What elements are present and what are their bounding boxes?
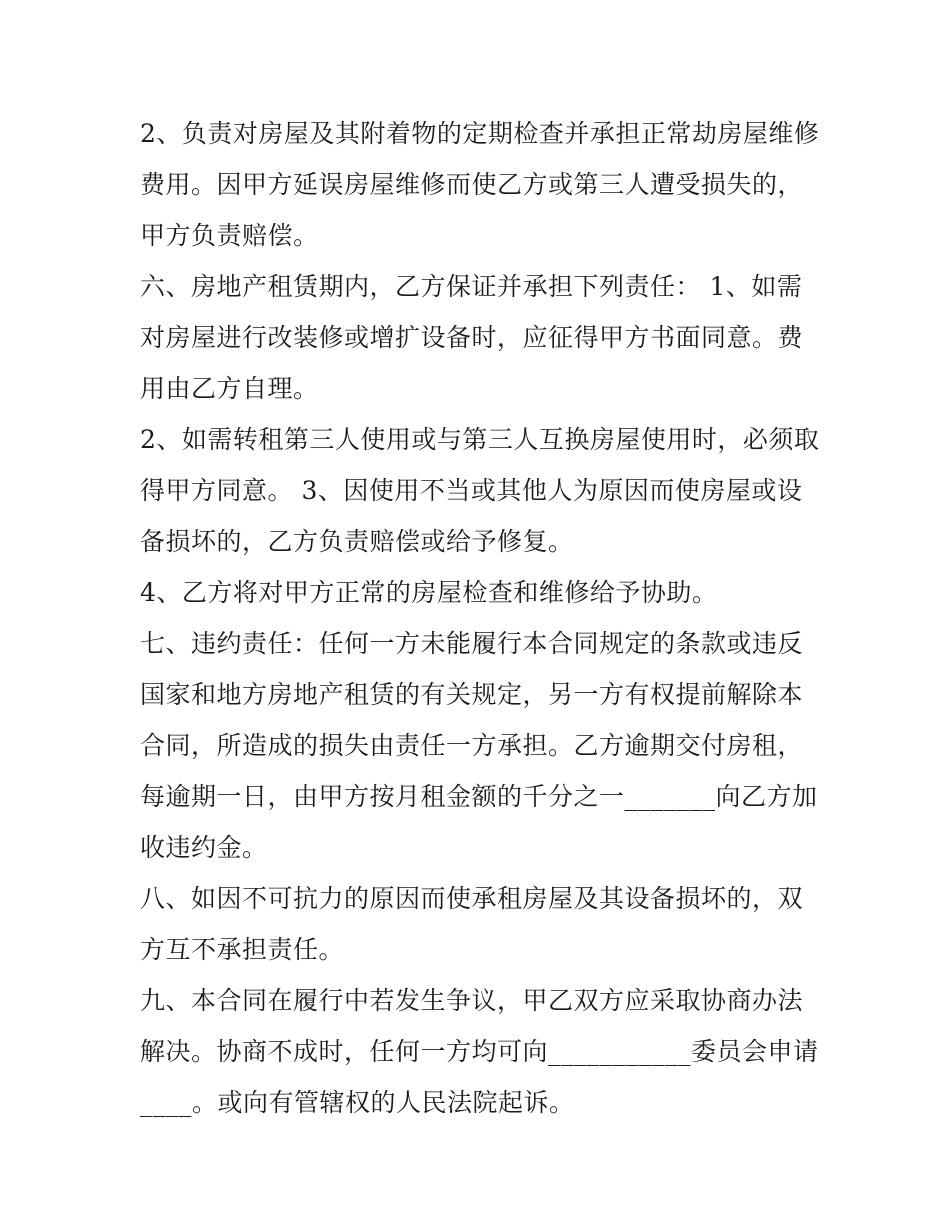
paragraph-sublet-damage: 2、如需转租第三人使用或与第三人互换房屋使用时，必须取得甲方同意。 3、因使用不当或其他人为原因而使房屋或设备损坏的，乙方负责赔偿或给予修复。 [140,425,820,556]
paragraph-force-majeure: 八、如因不可抗力的原因而使承租房屋及其设备损坏的，双方互不承担责任。 [140,884,804,964]
paragraph-inspection-assist: 4、乙方将对甲方正常的房屋检查和维修给予协助。 [140,578,718,607]
paragraph-breach-liability: 七、违约责任：任何一方未能履行本合同规定的条款或违反国家和地方房地产租赁的有关规定，另一方有权提前解除本合同，所造成的损失由责任一方承担。乙方逾期交付房租，每逾期一日，由甲方按月租金额的千分之一_______向乙方加收违约金。 [140,629,818,862]
contract-text [140,108,820,1128]
paragraph-dispute-resolution: 九、本合同在履行中若发生争议，甲乙双方应采取协商办法解决。协商不成时，任何一方均可向___________委员会申请____。或向有管辖权的人民法院起诉。 [140,986,819,1117]
paragraph-landlord-repair: 2、负责对房屋及其附着物的定期检查并承担正常劫房屋维修费用。因甲方延误房屋维修而使乙方或第三人遭受损失的，甲方负责赔偿。 [140,119,820,250]
paragraph-tenant-responsibilities: 六、房地产租赁期内，乙方保证并承担下列责任： 1、如需对房屋进行改装修或增扩设备时，应征得甲方书面同意。费用由乙方自理。 [140,272,804,403]
